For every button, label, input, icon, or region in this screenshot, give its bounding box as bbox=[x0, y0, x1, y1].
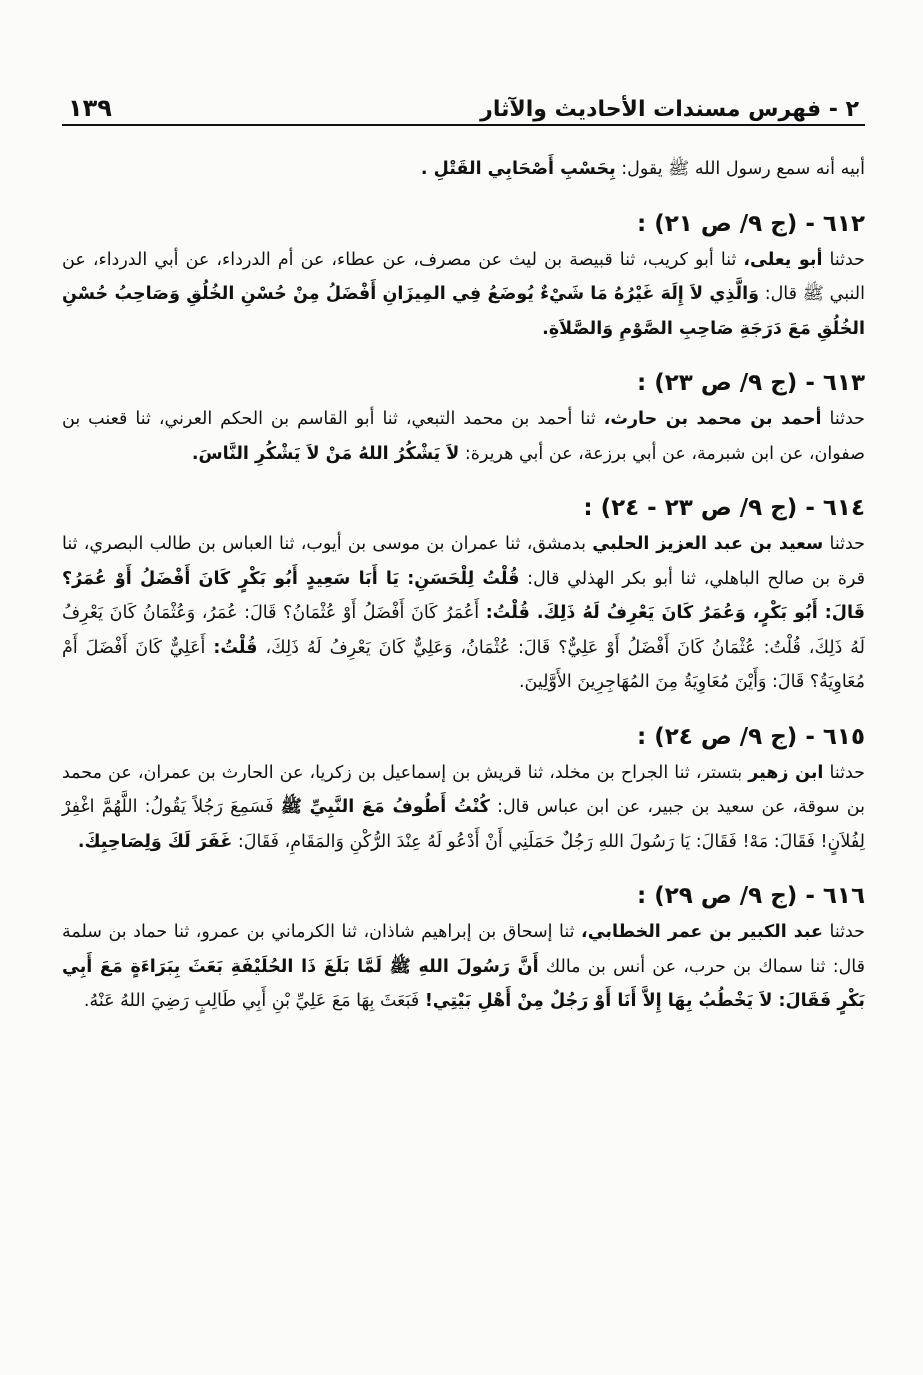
bold-text-segment: أبو يعلى، bbox=[743, 249, 823, 270]
entry-text bbox=[62, 527, 865, 700]
text-segment: ثنا أبو كريب، ثنا قبيصة بن ليث عن مصرف، عن عطاء، عن أم الدرداء، عن أبي الدرداء، عن النبي ﷺ قال: bbox=[62, 249, 865, 304]
entry-heading: ٦١٤ - (ج ٩/ ص ٢٣ - ٢٤) : bbox=[583, 495, 865, 521]
text-segment: بتستر، ثنا الجراح بن مخلد، ثنا قريش بن إسماعيل بن زكريا، عن الحارث بن عمران، عن محمد بن سوقة، عن سعيد بن جبير، عن ابن عباس قال: bbox=[62, 762, 865, 817]
text-segment: فَبَعَثَ بِهَا مَعَ عَلِيِّ بْنِ أَبِي طَالِبٍ رَضِيَ اللهُ عَنْهُ. bbox=[83, 991, 425, 1011]
entry-text bbox=[62, 243, 865, 347]
hadith-entry bbox=[62, 720, 865, 860]
page-number: ١٣٩ bbox=[68, 94, 112, 122]
entry-text bbox=[62, 402, 865, 471]
text-segment: حدثنا bbox=[821, 409, 865, 429]
intro-text: أبيه أنه سمع رسول الله ﷺ يقول: bbox=[621, 159, 865, 179]
entry-heading: ٦١٥ - (ج ٩/ ص ٢٤) : bbox=[637, 723, 865, 750]
hadith-entry bbox=[62, 366, 865, 471]
text-segment: بدمشق، ثنا عمران بن موسى بن أيوب، ثنا العباس بن طالب البصري، ثنا قرة بن صالح الباهلي، ثنا أبو بكر الهذلي قال: bbox=[62, 534, 865, 589]
intro-paragraph bbox=[62, 152, 865, 187]
intro-quote: بِحَسْبِ أَصْحَابِي القَتْلِ . bbox=[420, 159, 616, 179]
text-segment: حدثنا bbox=[822, 249, 865, 270]
bold-text-segment: لاَ يَشْكُرُ اللهُ مَنْ لاَ يَشْكُرِ النَّاسَ. bbox=[191, 443, 460, 464]
hadith-entry bbox=[62, 207, 865, 347]
bold-text-segment: كُنْتُ أَطُوفُ مَعَ النَّبِيِّ ﷺ bbox=[280, 797, 490, 817]
page-body bbox=[62, 152, 865, 1019]
bold-text-segment: سعيد بن عبد العزيز الحلبي bbox=[592, 534, 824, 554]
entry-heading: ٦١٦ - (ج ٩/ ص ٢٩) : bbox=[637, 883, 865, 909]
text-segment: حدثنا bbox=[823, 534, 865, 554]
bold-text-segment: وَالَّذِي لاَ إِلَهَ غَيْرُهُ مَا شَيْءٌ يُوضَعُ فِي المِيزَانِ أَفْضَلُ مِنْ حُسْنِ الخُلُقِ وَصَاحِبُ حُسْنِ الخُلُقِ مَعَ دَرَجَةِ صَاحِبِ الصَّوْمِ وَالصَّلاَةِ. bbox=[62, 284, 865, 339]
bold-text-segment: أَنَّ رَسُولَ اللهِ ﷺ لَمَّا بَلَغَ ذَا الحُلَيْفَةِ بَعَثَ بِبَرَاءَةٍ مَعَ أَبِي بَكْرٍ فَقَالَ: لاَ يَخْطُبُ بِهَا إِلاَّ أَنَا أَوْ رَجُلٌ مِنْ أَهْلِ بَيْتِي! bbox=[62, 956, 865, 1011]
entry-text bbox=[62, 756, 865, 860]
bold-text-segment: قُلْتُ لِلْحَسَنِ: يَا أَبَا سَعِيدٍ أَبُو بَكْرٍ كَانَ أَفْضَلُ أَوْ عُمَرُ؟ قَالَ: أَبُو بَكْرٍ، وَعُمَرُ كَانَ يَعْرِفُ لَهُ ذَلِكَ. قُلْتُ: bbox=[62, 568, 865, 623]
text-segment: أَعُمَرُ كَانَ أَفْضَلُ أَوْ عُثْمَانُ؟ قَالَ: عُمَرُ، وَعُثْمَانُ كَانَ يَعْرِفُ لَهُ ذَلِكَ، قُلْتُ: عُثْمَانُ كَانَ أَفْضَلُ أَوْ عَلِيٌّ؟ قَالَ: عُثْمَانُ، وَعَلِيٌّ كَانَ يَعْرِفُ لَهُ ذَلِكَ، bbox=[62, 603, 865, 658]
bold-text-segment: عبد الكبير بن عمر الخطابي، bbox=[581, 922, 823, 942]
bold-text-segment: قُلْتُ: bbox=[213, 637, 258, 658]
text-segment: أَعَلِيٌّ كَانَ أَفْضَلَ أَمْ مُعَاوِيَةُ؟ قَالَ: وَأَيْنَ مُعَاوِيَةُ مِنَ المُهَاجِرِينَ الأَوَّلِينَ. bbox=[62, 637, 865, 692]
text-segment: حدثنا bbox=[822, 922, 865, 942]
entries-list bbox=[62, 207, 865, 1019]
bold-text-segment: غَفَرَ لَكَ وَلِصَاحِبِكَ. bbox=[77, 831, 233, 852]
page-header bbox=[62, 88, 865, 126]
hadith-entry bbox=[62, 879, 865, 1019]
entry-heading: ٦١٢ - (ج ٩/ ص ٢١) : bbox=[637, 210, 865, 237]
bold-text-segment: ابن زهير bbox=[748, 762, 824, 783]
entry-text bbox=[62, 915, 865, 1019]
running-title: ٢ - فهرس مسندات الأحاديث والآثار bbox=[480, 97, 859, 122]
text-segment: ثنا أحمد بن محمد التبعي، ثنا أبو القاسم بن الحكم العرني، ثنا قعنب بن صفوان، عن ابن شبرمة، عن أبي برزعة، عن أبي هريرة: bbox=[62, 409, 865, 464]
text-segment: حدثنا bbox=[823, 762, 865, 783]
bold-text-segment: أحمد بن محمد بن حارث، bbox=[603, 409, 822, 429]
entry-heading: ٦١٣ - (ج ٩/ ص ٢٣) : bbox=[637, 370, 865, 396]
text-segment: فَسَمِعَ رَجُلاً يَقُولُ: اللَّهُمَّ اغْفِرْ لِفُلاَنٍ! فَقَالَ: مَهْ! فَقَالَ: يَا رَسُولَ اللهِ رَجُلٌ حَمَلَنِي أَنْ أَدْعُو لَهُ عِنْدَ الرُّكْنِ وَالمَقَامِ، فَقَالَ: bbox=[62, 797, 865, 852]
hadith-entry bbox=[62, 491, 865, 700]
text-segment: ثنا إسحاق بن إبراهيم شاذان، ثنا الكرماني بن عمرو، ثنا حماد بن سلمة قال: ثنا سماك بن حرب، عن أنس بن مالك bbox=[62, 922, 865, 977]
